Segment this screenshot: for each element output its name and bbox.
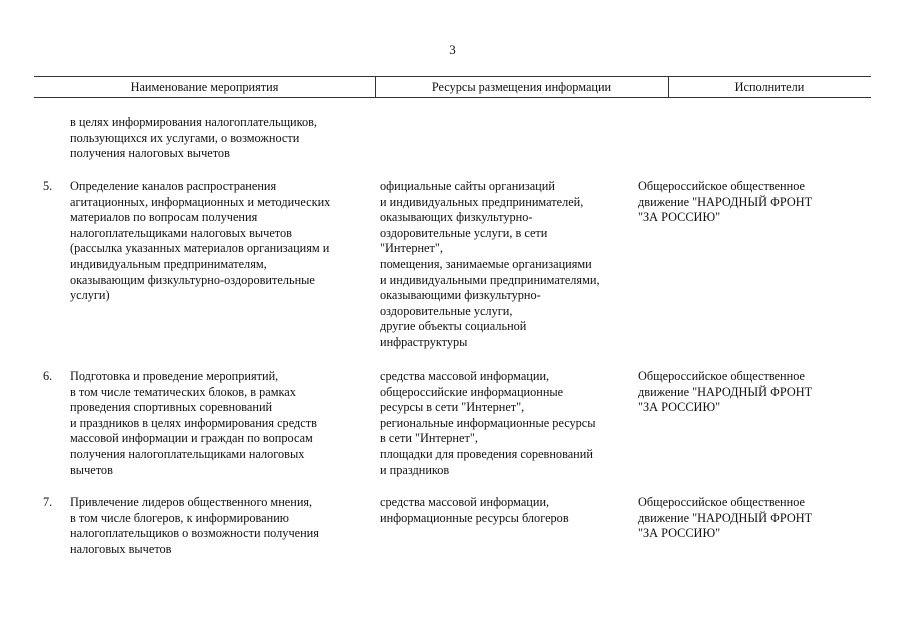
resources-cell: средства массовой информации, общероссийские информационные ресурсы в сети "Интернет", региональные информационные ресурсы в сети "Интернет", площадки для проведения соревнований и праздников xyxy=(380,369,596,477)
event-name-cell: в целях информирования налогоплательщиков, пользующихся их услугами, о возможности получения налоговых вычетов xyxy=(70,115,318,161)
executors-cell: Общероссийское общественное движение "НАРОДНЫЙ ФРОНТ "ЗА РОССИЮ" xyxy=(638,179,813,225)
header-executors: Исполнители xyxy=(734,80,805,94)
row-number: 6. xyxy=(43,369,53,383)
event-name-cell: Определение каналов распространения агитационных, информационных и методических материалов по вопросам получения налогоплательщиками налоговых вычетов (рассылка указанных материалов организациям и индивидуальным предпринимателям, оказывающим физкультурно-оздоровительные услуги) xyxy=(70,179,331,303)
executors-cell: Общероссийское общественное движение "НАРОДНЫЙ ФРОНТ "ЗА РОССИЮ" xyxy=(638,369,813,415)
row-number: 7. xyxy=(43,495,53,509)
resources-cell: средства массовой информации, информационные ресурсы блогеров xyxy=(380,495,569,525)
table-header xyxy=(34,76,871,98)
row-number: 5. xyxy=(43,179,53,193)
executors-cell: Общероссийское общественное движение "НАРОДНЫЙ ФРОНТ "ЗА РОССИЮ" xyxy=(638,495,813,541)
event-name-cell: Привлечение лидеров общественного мнения, в том числе блогеров, к информированию налогоплательщиков о возможности получения налоговых вычетов xyxy=(70,495,319,556)
header-event-name: Наименование мероприятия xyxy=(34,77,376,97)
header-resources: Ресурсы размещения информации xyxy=(375,77,669,97)
event-name-cell: Подготовка и проведение мероприятий, в том числе тематических блоков, в рамках проведения спортивных соревнований и праздников в целях информирования средств массовой информации и граждан по вопросам получения налогоплательщиками налоговых вычетов xyxy=(70,369,317,477)
page-number: 3 xyxy=(449,42,456,57)
resources-cell: официальные сайты организаций и индивидуальных предпринимателей, оказывающих физкультурно- оздоровительные услуги, в сети "Интернет", помещения, занимаемые организациями и индивидуальными предпринимателями, оказывающими физкультурно- оздоровительные услуги, другие объекты социальной инфраструктуры xyxy=(380,179,600,349)
